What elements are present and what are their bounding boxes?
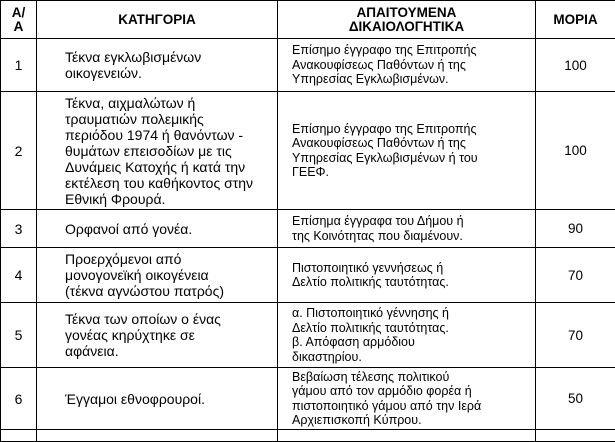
header-points: ΜΟΡΙΑ [536,1,615,39]
row-documents: Επίσημο έγγραφο της Επιτροπής Ανακουφίσεως Παθόντων ή της Υπηρεσίας Εγκλωβισμένων. [278,39,536,92]
row-index: 3 [1,210,37,248]
row-category: Τέκνα εγκλωβισμένων οικογενειών. [37,39,278,92]
row-points: 70 [536,248,615,303]
empty-cell [278,430,536,442]
table-row [1,248,615,303]
row-category: Προερχόμενοι από μονογονεϊκή οικογένεια (τέκνα αγνώστου πατρός) [37,248,278,303]
table-row [1,39,615,92]
header-row [1,1,615,39]
table-row-empty [1,430,615,442]
row-index: 4 [1,248,37,303]
header-index: Α/ Α [1,1,37,39]
row-index: 5 [1,303,37,368]
row-documents: Επίσημο έγγραφο της Επιτροπής Ανακουφίσεως Παθόντων ή της Υπηρεσίας Εγκλωβισμένων ή του ΓΕΕΦ. [278,92,536,210]
row-index: 2 [1,92,37,210]
row-category: Ορφανοί από γονέα. [37,210,278,248]
row-points: 50 [536,368,615,430]
row-index: 1 [1,39,37,92]
row-category: Τέκνα των οποίων ο ένας γονέας κηρύχτηκε σε αφάνεια. [37,303,278,368]
row-points: 70 [536,303,615,368]
row-points: 90 [536,210,615,248]
table-row [1,368,615,430]
table-row [1,92,615,210]
row-documents: Πιστοποιητικό γεννήσεως ή Δελτίο πολιτικής ταυτότητας. [278,248,536,303]
row-index: 6 [1,368,37,430]
header-documents: ΑΠΑΙΤΟΥΜΕΝΑ ΔΙΚΑΙΟΛΟΓΗΤΙΚΑ [278,1,536,39]
row-documents: α. Πιστοποιητικό γέννησης ή Δελτίο πολιτικής ταυτότητας. β. Απόφαση αρμόδιου δικαστηρίου. [278,303,536,368]
header-category: ΚΑΤΗΓΟΡΙΑ [37,1,278,39]
empty-cell [37,430,278,442]
row-category: Τέκνα, αιχμαλώτων ή τραυματιών πολεμικής περιόδου 1974 ή θανόντων - θυμάτων επεισοδίων με τις Δυνάμεις Κατοχής ή κατά την εκτέλεση του καθήκοντος στην Εθνική Φρουρά. [37,92,278,210]
table-row [1,303,615,368]
empty-cell [1,430,37,442]
row-documents: Βεβαίωση τέλεσης πολιτικού γάμου από τον αρμόδιο φορέα ή πιστοποιητικό γάμου από την Ιερά Αρχιεπισκοπή Κύπρου. [278,368,536,430]
row-points: 100 [536,39,615,92]
empty-cell [536,430,615,442]
row-documents: Επίσημα έγγραφα του Δήμου ή της Κοινότητας που διαμένουν. [278,210,536,248]
table-row [1,210,615,248]
row-category: Έγγαμοι εθνοφρουροί. [37,368,278,430]
row-points: 100 [536,92,615,210]
